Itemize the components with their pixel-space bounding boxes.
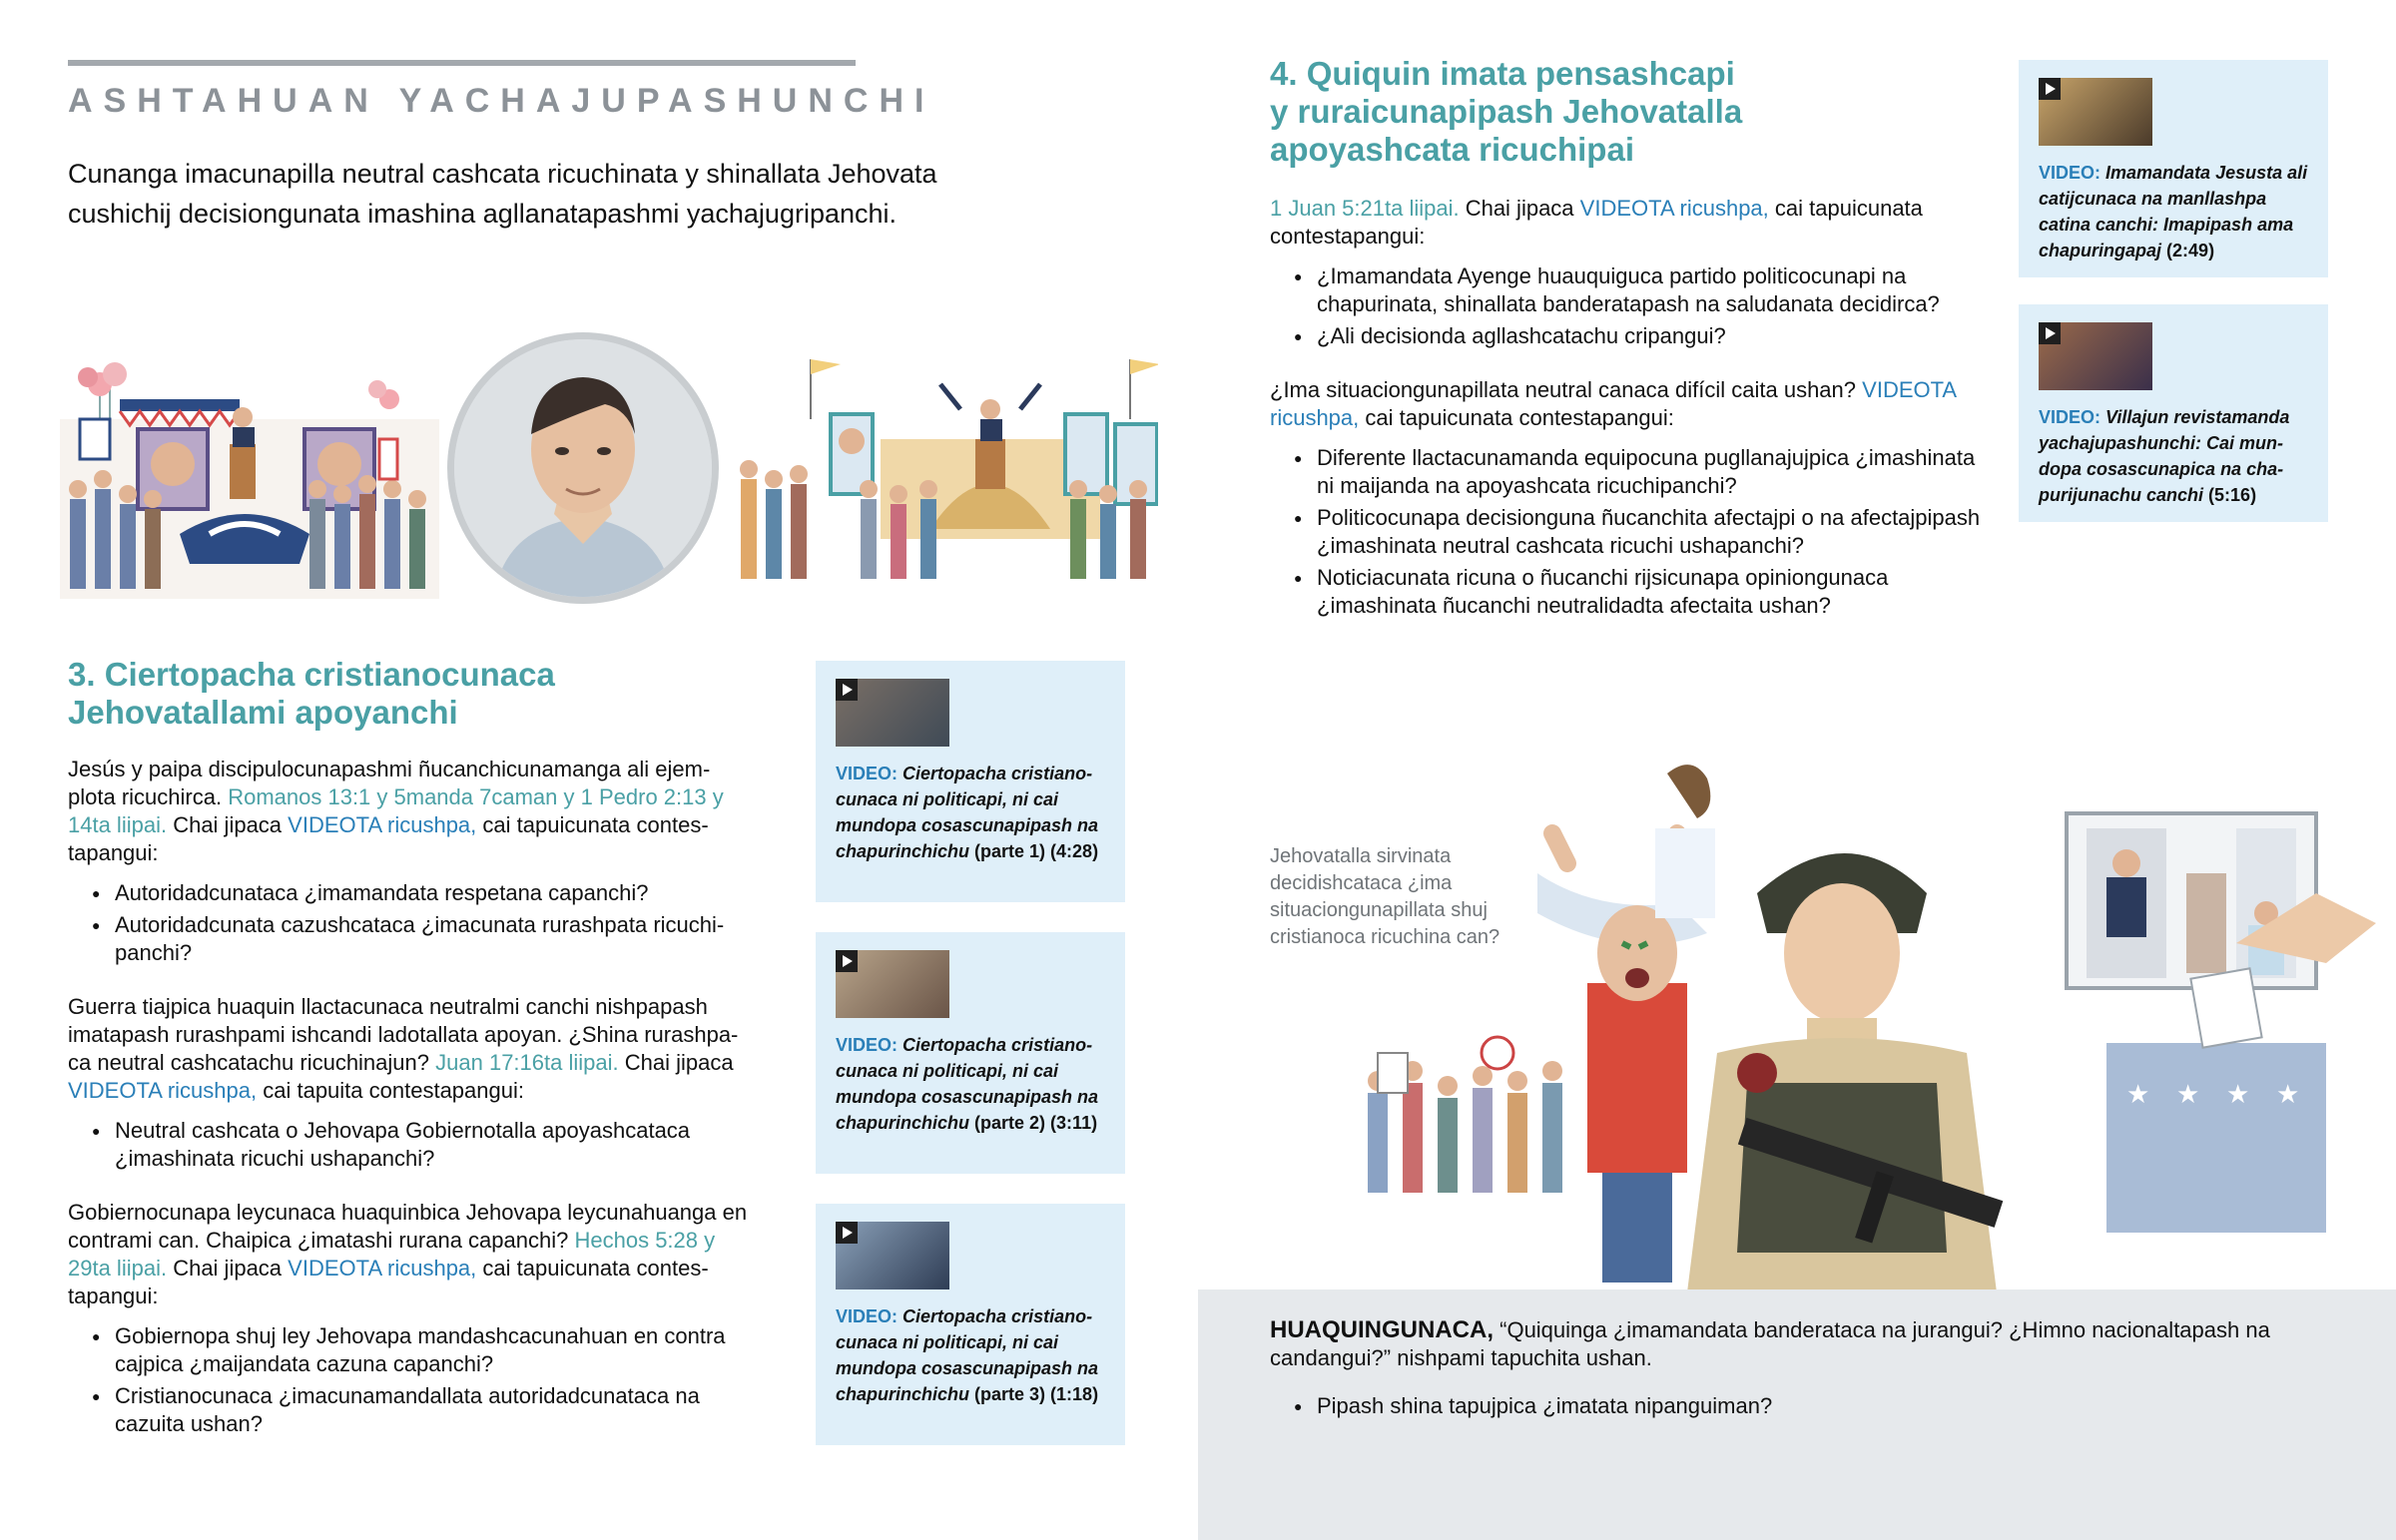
p2-text: Guerra tiajpica huaquin llactacunaca neutralmi canchi nishpapash imatapash rurashpami ishcandi ladotallata apoyan. ¿Shina rurashpa-ca neutral cashcatachu ricuchinajun? xyxy=(68,994,739,1075)
video-duration: (2:49) xyxy=(2166,241,2215,260)
video-duration: (parte 3) (1:18) xyxy=(974,1384,1099,1404)
fan-with-flag xyxy=(1537,765,1715,1283)
list-item: ● Politicocunapa decisionguna ñucanchita afectajpi o na afectajpipash ¿imashinata neutral cashcata ricuchi ushapanchi? xyxy=(1270,504,1984,560)
section3-paragraph-1 xyxy=(68,756,757,867)
list-item: ● Diferente llactacunamanda equipocuna pugllanajujpica ¿imashinata ni maijanda na apoyashcata ricuchipanchi? xyxy=(1270,444,1984,500)
svg-text:★: ★ xyxy=(2226,1080,2250,1110)
section3-questions-2 xyxy=(68,1117,757,1173)
list-item: ● Cristianocunaca ¿imacunamandallata autoridadcunataca na cazuita ushan? xyxy=(68,1382,757,1438)
section3-content xyxy=(68,756,757,1442)
list-item: ● Neutral cashcata o Jehovapa Gobiernotalla apoyashcataca ¿imashinata ricuchi ushapanchi? xyxy=(68,1117,757,1173)
video-duration: (parte 2) (3:11) xyxy=(974,1113,1098,1133)
footer-lead: HUAQUINGUNACA, xyxy=(1270,1316,1494,1343)
right-page xyxy=(1198,0,2396,1540)
p2-video-link[interactable]: VIDEOTA ricushpa, xyxy=(68,1078,258,1103)
footer-question xyxy=(1270,1316,2318,1372)
video-card-villajun[interactable] xyxy=(2019,304,2328,522)
list-item: ● ¿Imamandata Ayenge huauquiguca partido politicocunapi na chapurinata, shinallata banderatapash na saludanata decidirca? xyxy=(1270,262,1984,318)
video-card-jesus-followers[interactable] xyxy=(2019,60,2328,277)
section3-questions-1 xyxy=(68,879,757,967)
section3-title-line1: 3. Ciertopacha cristianocunaca xyxy=(68,656,555,693)
section3-paragraph-2 xyxy=(68,993,757,1105)
video-title[interactable]: Ciertopacha cristiano-cunaca ni politicapi, ni cai mundopa cosascunapipash na chapurinchichu xyxy=(836,1306,1099,1404)
video-label: VIDEO: xyxy=(2039,163,2101,183)
video-thumbnail[interactable] xyxy=(836,679,949,747)
list-item: ● Noticiacunata ricuna o ñucanchi rijsicunapa opiniongunaca ¿imashinata ñucanchi neutralidadta afectaita ushan? xyxy=(1270,564,1984,620)
p3-text: Gobiernocunapa leycunaca huaquinbica Jehovapa leycunahuanga en contrami can. Chaipica ¿imatashi rurana capanchi? xyxy=(68,1200,748,1253)
play-icon[interactable] xyxy=(2039,78,2061,100)
section4-questions-1 xyxy=(1270,262,1984,350)
p3-video-link[interactable]: VIDEOTA ricushpa, xyxy=(288,1256,477,1281)
play-icon[interactable] xyxy=(836,1222,858,1244)
left-rally-scene xyxy=(60,362,439,599)
svg-text:★: ★ xyxy=(2176,1080,2200,1110)
p2-scripture-ref[interactable]: Juan 17:16ta liipai. xyxy=(435,1050,619,1075)
p1-text-2: Chai jipaca xyxy=(173,812,283,837)
video-card-part1[interactable] xyxy=(816,661,1125,902)
video-title[interactable]: Villajun revistamanda yachajupashunchi: Cai mun-dopa cosascunapica na cha-purijunachu canchi xyxy=(2039,407,2290,505)
video-thumbnail[interactable] xyxy=(2039,322,2152,390)
p2-text-2: Chai jipaca xyxy=(624,1050,734,1075)
s4p2-video-link[interactable]: VIDEOTA ricushpa, xyxy=(1270,377,1956,430)
play-icon[interactable] xyxy=(836,679,858,701)
video-caption xyxy=(836,1303,1111,1407)
video-caption xyxy=(2039,160,2314,263)
list-item: ● Autoridadcunataca ¿imamandata respetana capanchi? xyxy=(68,879,757,907)
soldier-figure xyxy=(1687,853,2003,1292)
p3-scripture-ref[interactable]: Hechos 5:28 y 29ta liipai. xyxy=(68,1228,716,1281)
video-title[interactable]: Ciertopacha cristiano-cunaca ni politicapi, ni cai mundopa cosascunapipash na chapurinchichu xyxy=(836,764,1099,861)
list-item: ● Gobiernopa shuj ley Jehovapa mandashcacunahuan en contra cajpica ¿maijandata cazuna capanchi? xyxy=(68,1322,757,1378)
intro-paragraph: Cunanga imacunapilla neutral cashcata ricuchinata y shinallata Jehovata cushichij decisiongunata imashina agllanatapashmi yachajugripanchi. xyxy=(68,159,937,229)
list-item: ● ¿Ali decisionda agllashcatachu cripangui? xyxy=(1270,322,1984,350)
p1-text-3: cai tapuicunata contes-tapangui: xyxy=(68,812,709,865)
page-kicker: ASHTAHUAN YACHAJUPASHUNCHI xyxy=(68,82,935,120)
section4-title-line2: y ruraicunapipash Jehovatalla xyxy=(1270,93,1743,130)
video-title[interactable]: Ciertopacha cristiano-cunaca ni politicapi, ni cai mundopa cosascunapipash na chapurinchichu xyxy=(836,1035,1099,1133)
s4p1-scripture-ref[interactable]: 1 Juan 5:21ta liipai. xyxy=(1270,196,1460,221)
video-label: VIDEO: xyxy=(2039,407,2101,427)
video-duration: (parte 1) (4:28) xyxy=(974,841,1099,861)
p2-text-3: cai tapuita contestapangui: xyxy=(263,1078,524,1103)
footer-text: “Quiquinga ¿imamandata banderataca na jurangui? ¿Himno nacionaltapash na candangui?” nishpami tapuchita ushan. xyxy=(1270,1317,2270,1370)
section4-paragraph-2 xyxy=(1270,376,1984,432)
man-portrait xyxy=(447,332,719,604)
video-caption xyxy=(836,1032,1111,1136)
neutrality-illustration xyxy=(1338,754,2376,1292)
section3-title-line2: Jehovatallami apoyanchi xyxy=(68,694,458,731)
s4p1-text: Chai jipaca xyxy=(1465,196,1574,221)
p3-text-2: Chai jipaca xyxy=(173,1256,283,1281)
video-label: VIDEO: xyxy=(836,1306,898,1326)
video-caption xyxy=(836,761,1111,864)
section4-paragraph-1 xyxy=(1270,195,1984,251)
video-card-part2[interactable] xyxy=(816,932,1125,1174)
section4-content xyxy=(1270,195,1984,624)
section3-title xyxy=(68,656,787,732)
video-title[interactable]: Imamandata Jesusta ali catijcunaca na manllashpa catina canchi: Imapipash ama chapuringapaj xyxy=(2039,163,2308,260)
p3-text-3: cai tapuicunata contes-tapangui: xyxy=(68,1256,709,1308)
footer-discussion-box xyxy=(1198,1289,2396,1540)
protesters-group xyxy=(1368,1037,1562,1193)
right-rally-scene xyxy=(740,359,1158,579)
man-portrait-image xyxy=(454,339,712,597)
s4p2-text-2: cai tapuicunata contestapangui: xyxy=(1365,405,1674,430)
list-item: ● Autoridadcunata cazushcataca ¿imacunata rurashpata ricuchi-panchi? xyxy=(68,911,757,967)
s4p1-video-link[interactable]: VIDEOTA ricushpa, xyxy=(1579,196,1769,221)
top-rule xyxy=(68,60,856,66)
section4-questions-2 xyxy=(1270,444,1984,620)
section3-paragraph-3 xyxy=(68,1199,757,1310)
video-thumbnail[interactable] xyxy=(2039,78,2152,146)
illustration-caption: Jehovatalla sirvinata decidishcataca ¿ima situaciongunapillata shuj cristianoca ricuchina can? xyxy=(1270,845,1500,948)
section4-title-line3: apoyashcata ricuchipai xyxy=(1270,131,1634,168)
tv-and-ballot xyxy=(2067,813,2376,1233)
video-thumbnail[interactable] xyxy=(836,1222,949,1289)
video-thumbnail[interactable] xyxy=(836,950,949,1018)
video-duration: (5:16) xyxy=(2208,485,2257,505)
video-caption xyxy=(2039,404,2314,508)
section3-questions-3 xyxy=(68,1322,757,1438)
p1-scripture-ref[interactable]: Romanos 13:1 y 5manda 7caman y 1 Pedro 2:13 y 14ta liipai. xyxy=(68,784,724,837)
video-label: VIDEO: xyxy=(836,764,898,783)
svg-text:★: ★ xyxy=(2126,1080,2150,1110)
footer-questions xyxy=(1270,1392,2318,1424)
video-label: VIDEO: xyxy=(836,1035,898,1055)
p1-video-link[interactable]: VIDEOTA ricushpa, xyxy=(288,812,477,837)
section4-title-line1: 4. Quiquin imata pensashcapi xyxy=(1270,55,1735,92)
section4-title xyxy=(1270,55,1969,169)
play-icon[interactable] xyxy=(836,950,858,972)
s4p2-text: ¿Ima situaciongunapillata neutral canaca difícil caita ushan? xyxy=(1270,377,1857,402)
s4p1-text-2: cai tapuicunata contestapangui: xyxy=(1270,196,1923,249)
play-icon[interactable] xyxy=(2039,322,2061,344)
svg-text:★: ★ xyxy=(2276,1080,2300,1110)
video-card-part3[interactable] xyxy=(816,1204,1125,1445)
list-item: ● Pipash shina tapujpica ¿imatata nipanguiman? xyxy=(1270,1392,2318,1420)
p1-text: Jesús y paipa discipulocunapashmi ñucanchicunamanga ali ejem-plota ricuchirca. xyxy=(68,757,711,809)
